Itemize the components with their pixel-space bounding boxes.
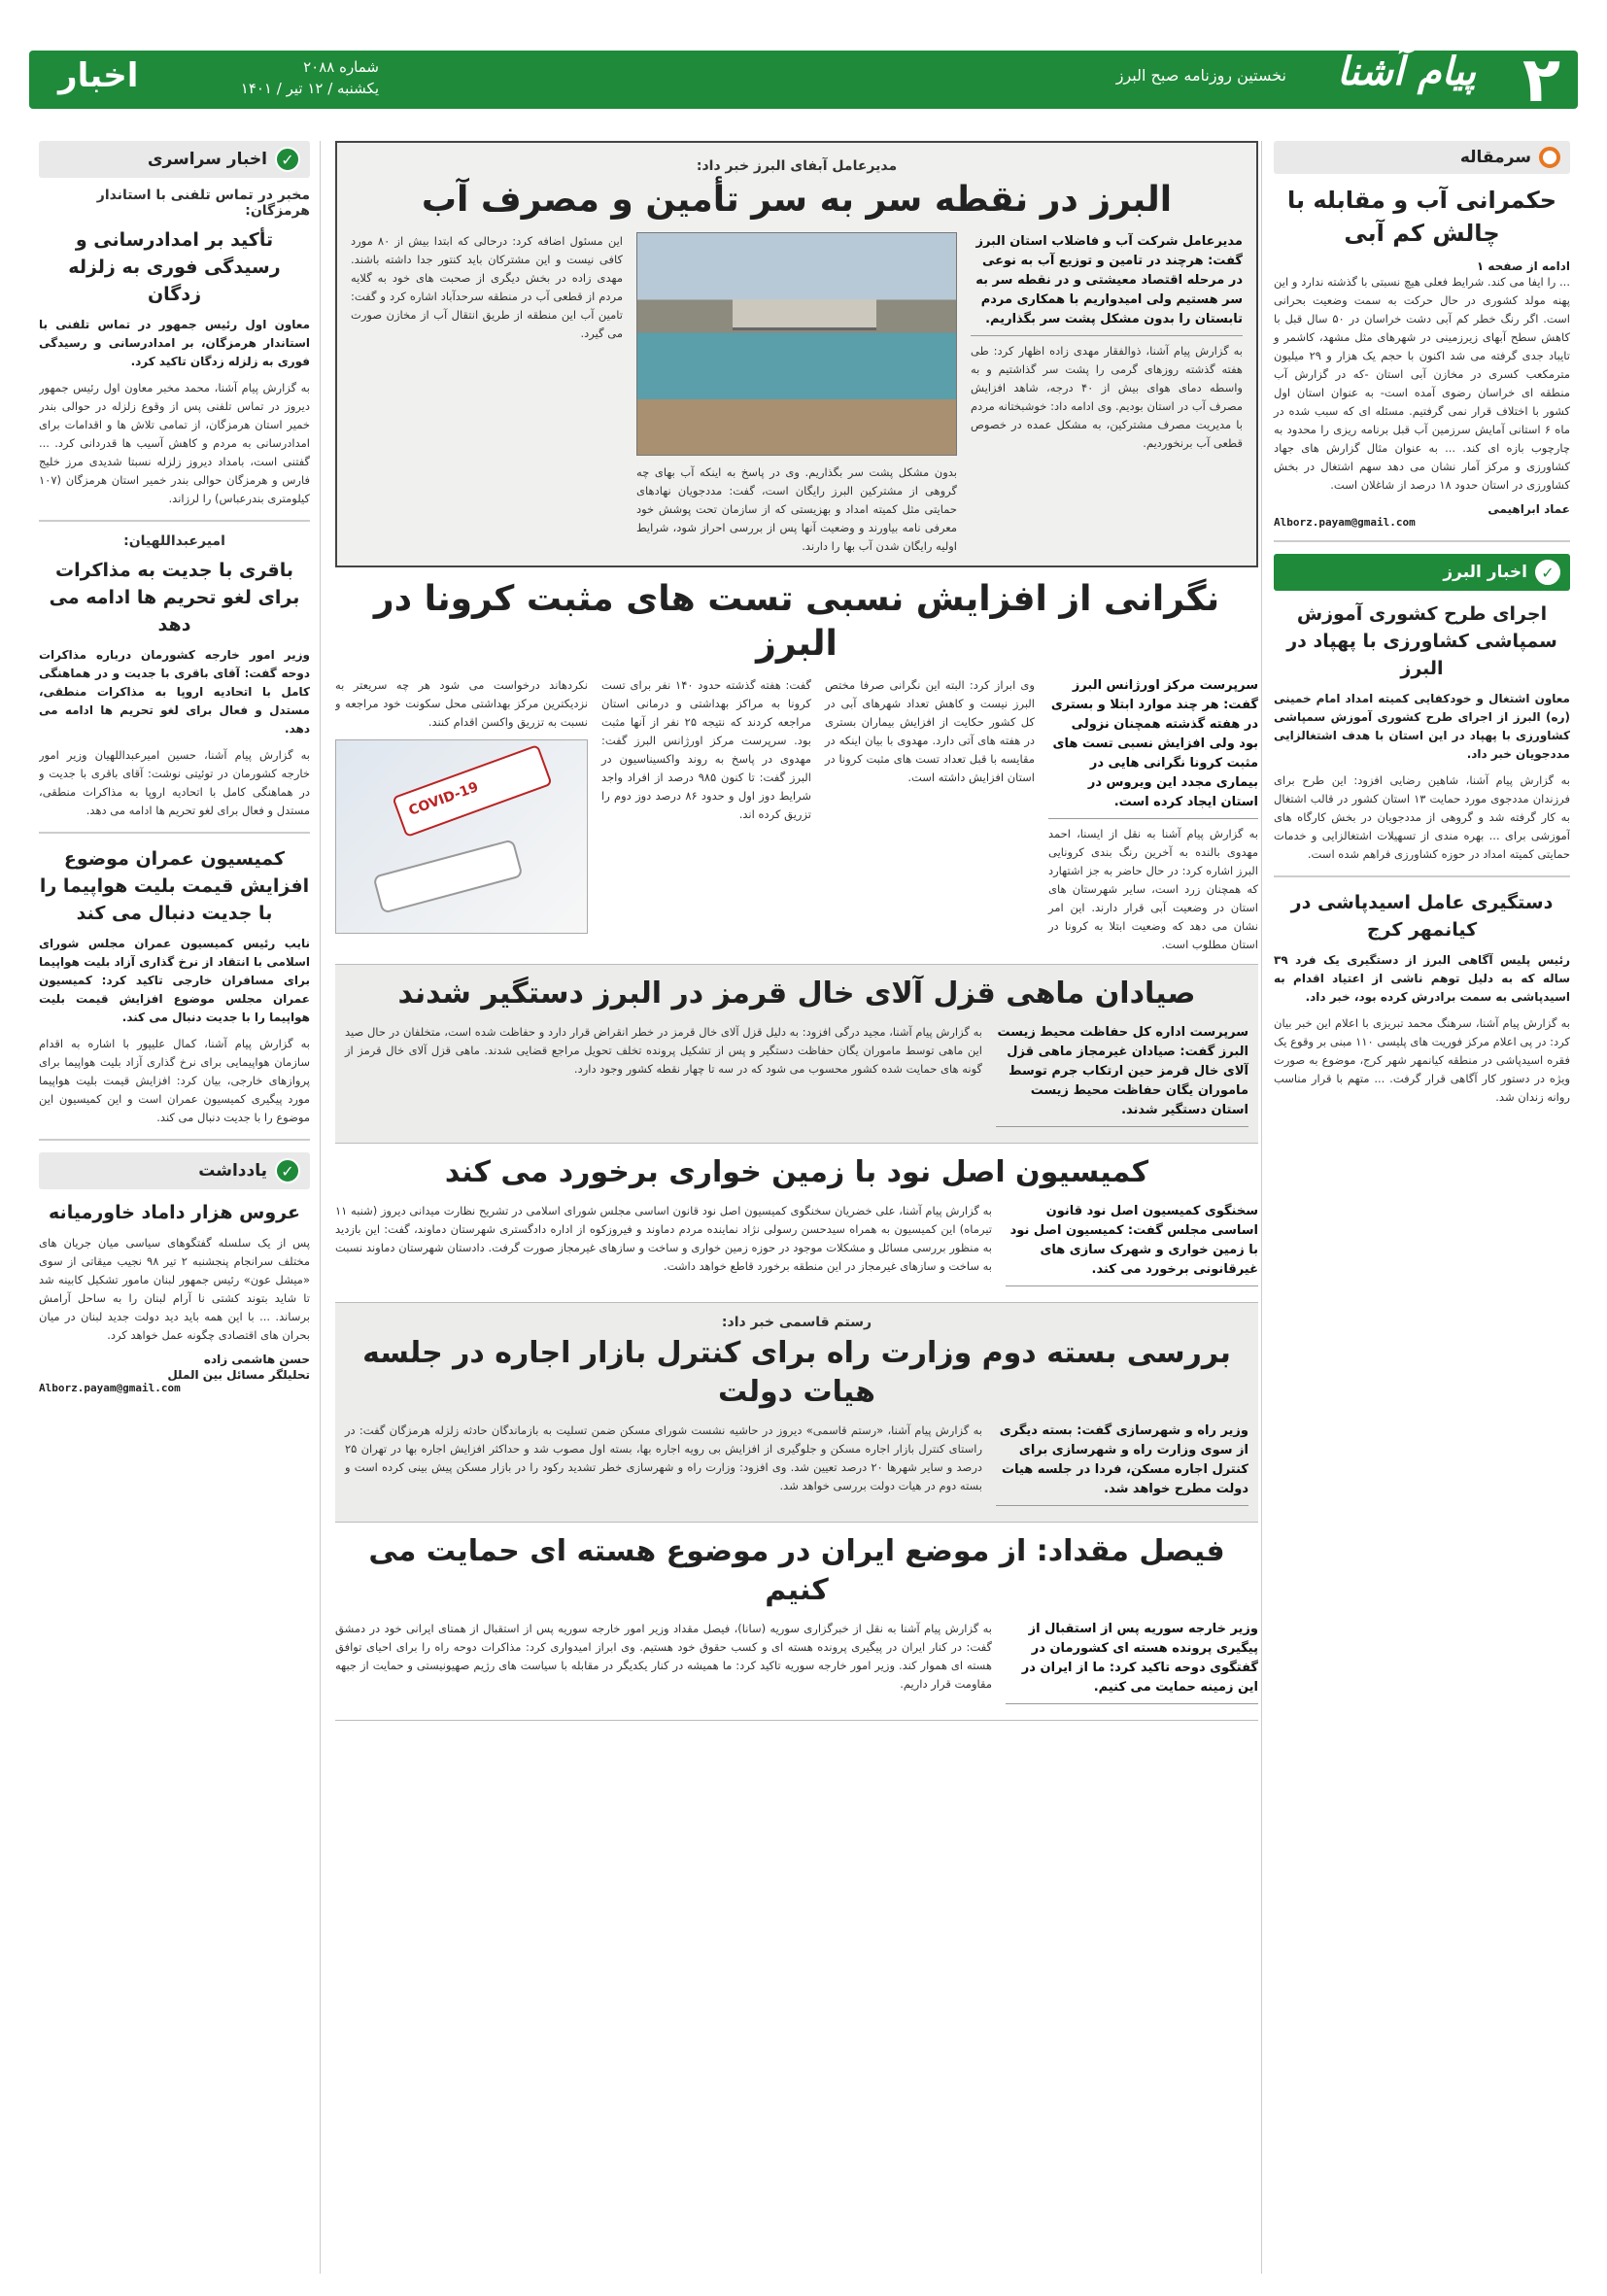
newspaper-logo: پیام آشنا	[1337, 49, 1476, 94]
fish-title: صیادان ماهی قزل آلای خال قرمز در البرز دستگیر شدند	[397, 977, 1196, 1011]
memo-title: عروس هزار داماد خاورمیانه	[49, 1202, 300, 1223]
memo-author: حسن هاشمی زاده	[203, 1353, 310, 1366]
check-icon: ✓	[275, 147, 300, 172]
acid-article-body: به گزارش پیام آشنا، سرهنگ محمد تبریزی با اعلام این خبر بیان کرد: در پی اعلام مرکز فوریت های پلیسی ۱۱۰ مبنی بر وقوع یک فقره اسیدپاشی در منطقه کیانمهر شهر کرج، موضوع به صورت ویژه در دستور کار آگاهی قرار گرفت. ... متهم با قرار مناسب روانه زندان شد.	[1274, 1016, 1570, 1104]
main-articles	[335, 141, 1258, 2274]
rent-article	[335, 1303, 1258, 1523]
drone-article-lead: معاون اشتغال و خودکفایی کمیته امداد امام خمینی (ره) البرز از اجرای طرح کشوری آموزش سمپاشی کشاورزی با پهپاد در این استان با هدف اشتغالزایی مددجویان خبر داد.	[1274, 692, 1570, 761]
fish-article	[335, 965, 1258, 1144]
alborz-news-label: اخبار البرز	[1443, 563, 1527, 582]
drone-article-body: به گزارش پیام آشنا، شاهین رضایی افزود: این طرح برای فرزندان مددجوی مورد حمایت ۱۳ استان کشور در قالب اشتغال به کار گرفته شد و گروهی از مددجویان در بخش کارگاه های آموزشی برای ... بهره مندی از تسهیلات اشتغالزایی و خدمات حمایتی کمیته امداد در حوزه کشاورزی فراهم شده است.	[1274, 773, 1570, 861]
covid-test-photo	[335, 739, 588, 934]
mekdad-lead: وزیر خارجه سوریه پس از استقبال از پیگیری پرونده هسته ای کشورمان در گفتگوی دوحه تاکید کرد: ما از ایران در این زمینه حمایت می کنیم.	[1006, 1620, 1258, 1704]
water-content	[351, 232, 1243, 556]
left-column	[39, 141, 321, 2274]
land-article	[335, 1144, 1258, 1303]
water-body-3: این مسئول اضافه کرد: درحالی که ابتدا بیش از ۸۰ مورد کافی نیست و این مشترکان باید کنتور جدا داشته باشند. مهدی زاده در بخش دیگری از صحبت های خود به گلایه مردم از قطعی آب در منطقه سرحدآباد اشاره کرد و گفت: تامین آب این منطقه از طریق انتقال آب از مخازن صورت می گیرد.	[351, 234, 623, 340]
bagheri-lead: وزیر امور خارجه کشورمان درباره مذاکرات دوحه گفت: آقای باقری با جدیت و در هماهنگی کامل با اتحادیه اروپا به مذاکرات منطقی، مستدل و فعال برای لغو تحریم ها ادامه می دهد.	[39, 648, 310, 736]
water-body-1: به گزارش پیام آشنا، ذوالفقار مهدی زاده اظهار کرد: طی هفته گذشته روزهای گرمی را پشت سر گذاشتیم و به واسطه دمای هوای بیش از ۴۰ درجه، شاهد افزایش مصرف آب در استان بودیم. وی ادامه داد: خوشبختانه مردم با مدیریت مصرف مشترکین، به مشکل عمده در خصوص قطعی آب برنخوردیم.	[971, 344, 1243, 450]
editorial-header	[1274, 141, 1570, 174]
divider	[1274, 875, 1570, 877]
issue-info	[185, 56, 379, 99]
hormozgan-body: به گزارش پیام آشنا، محمد مخبر معاون اول رئیس جمهور دیروز در تماس تلفنی پس از وقوع زلزله در حوالی بندر خمیر استان هرمزگان، از تمامی تلاش ها و اقدامات برای امدادرسانی به مردم و کاهش آسیب ها قدردانی کرد. ... گفتنی است، بامداد دیروز زلزله نسبتا شدیدی مرز خلیج فارس و هرمزگان حوالی بندر خمیر استان هرمزگان (۱۰۷ کیلومتری بندرعباس) را لرزاند.	[39, 381, 310, 505]
mekdad-title: فیصل مقداد: از موضع ایران در موضوع هسته ای حمایت می کنیم	[368, 1534, 1225, 1607]
memo-header	[39, 1152, 310, 1189]
covid-body-2: وی ابراز کرد: البته این نگرانی صرفا مختص البرز نیست و کاهش تعداد شهرهای آبی در کل کشور حکایت از افزایش بیماران بستری در هفته های آتی دارد. مهدوی با بیان اینکه در مقایسه با قبل تعداد تست های مثبت کرونا در استان افزایش داشته است.	[825, 678, 1035, 784]
right-column	[1261, 141, 1570, 2274]
section-title: اخبار	[58, 56, 139, 95]
editorial-email: Alborz.payam@gmail.com	[1274, 516, 1416, 529]
divider	[1274, 540, 1570, 542]
flight-body: به گزارش پیام آشنا، کمال علیپور با اشاره به اقدام سازمان هواپیمایی برای نرخ گذاری آزاد بلیت هواپیما برای پروازهای خارجی، بیان کرد: افزایش قیمت بلیت هواپیما مورد پیگیری کمیسیون عمران است و این کمیسیون این موضوع را با جدیت دنبال می کند.	[39, 1037, 310, 1124]
land-body: به گزارش پیام آشنا، علی خضریان سخنگوی کمیسیون اصل نود قانون اساسی مجلس شورای اسلامی در تشریح نظارت میدانی دیروز (شنبه ۱۱ تیرماه) این کمیسیون به همراه سیدحسن رسولی نژاد نماینده مردم دماوند و فیروزکوه از اداره دادگستری شهرستان دماوند، گفت: این بازدید به منظور بررسی مسائل و مشکلات موجود در حوزه زمین خواری و ساخت و سازهای غیرمجاز صورت گرفت. دادستان شهرستان دماوند نسبت به ساخت و سازهای غیرمجاز در این منطقه برخورد قاطع خواهد داشت.	[335, 1204, 992, 1273]
memo-role: تحلیلگر مسائل بین الملل	[167, 1368, 310, 1382]
covid-lead: سرپرست مرکز اورژانس البرز گفت: هر چند موارد ابتلا و بستری در هفته گذشته همچنان نزولی بود ولی افزایش نسبی تست های مثبت کرونا نگرانی هایی در بیماری مجدد این ویروس در استان ایجاد کرده است.	[1048, 676, 1258, 819]
covid-body-4: نکردهاند درخواست می شود هر چه سریعتر به نزدیکترین مرکز بهداشتی محل سکونت خود مراجعه و نسبت به تزریق واکسن اقدام کنند.	[335, 678, 588, 729]
bagheri-kicker: امیرعبداللهیان:	[123, 533, 225, 549]
editorial-body: ... را ایفا می کند. شرایط فعلی هیچ نسبتی با گذشته ندارد و این پهنه مولد کشوری در حال حرکت به سمت وضعیت بحرانی است. اگر رنگ خطر کم آبی دشت خراسان در ۵۰ سال قبل با کاهش سطح آبهای زیرزمینی در شهرهای مثل مشهد، کاشمر و تایباد جدی گرفته می شد اکنون با حجم یک هزار و ۲۹ میلیون مترمکعب کسری در مخازن آبی استان -که در گزارش آب منطقه ای خراسان رضوی آمده است- به عنوان استان اول کشور با اختلاف قرار نمی گرفتیم. مسئله ای که سبب شده در ماه ۶ استانی آمایش سرزمین آب قبل برنامه ریزی را محدود به چارچوب بازه ای کند. ... به عنوان مثال گزارش های جهاد کشاورزی و مرکز آمار نشان می دهد سهم اشتغال در بخش کشاورزی در استان حدود ۱۸ درصد از شاغلان است.	[1274, 275, 1570, 492]
flight-title: کمیسیون عمران موضوع افزایش قیمت بلیت هواپیما را با جدیت دنبال می کند	[39, 848, 310, 924]
issue-date: یکشنبه / ۱۲ تیر / ۱۴۰۱	[240, 80, 379, 97]
rent-title: بررسی بسته دوم وزارت راه برای کنترل بازار اجاره در جلسه هیات دولت	[362, 1336, 1231, 1409]
memo-body: پس از یک سلسله گفتگوهای سیاسی میان جریان های مختلف سرانجام پنجشنبه ۲ تیر ۹۸ نجیب میقاتی از سوی «میشل عون» رئیس جمهور لبنان مامور تشکیل کابینه شد تا شاید بتوند کشتی نا آرام لبنان را به ساحل آرامش برساند. ... با این همه باید دید دولت جدید لبنان در میان بحران های اقتصادی چگونه عمل خواهد کرد.	[39, 1236, 310, 1342]
target-icon	[1539, 147, 1560, 168]
water-article	[335, 141, 1258, 567]
masthead	[0, 0, 1607, 136]
land-lead: سخنگوی کمیسیون اصل نود قانون اساسی مجلس گفت: کمیسیون اصل نود با زمین خواری و شهرک سازی های غیرقانونی برخورد می کند.	[1006, 1202, 1258, 1286]
rent-body: به گزارش پیام آشنا، «رستم قاسمی» دیروز در حاشیه نشست شورای مسکن ضمن تسلیت به بازماندگان حادثه زلزله هرمزگان گفت: در راستای کنترل بازار اجاره مسکن و جلوگیری از افزایش بی رویه اجاره بها، بسته اول مصوب شد و حداکثر افزایش اجاره بها در تهران ۲۵ درصد و سایر شهرها ۲۰ درصد تعیین شد. وی افزود: وزارت راه و شهرسازی خطر تشدید رکود را در بازار مسکن پیش بینی کرده است و بسته دوم در هیات دولت بررسی خواهد شد.	[345, 1423, 982, 1492]
check-icon: ✓	[275, 1158, 300, 1183]
water-lead: مدیرعامل شرکت آب و فاضلاب استان البرز گفت: هرچند در تامین و توزیع آب به نوعی در مرحله اقتصاد معیشتی و در نقطه سر به سر هستیم ولی امیدواریم با همکاری مردم تابستان را بدون مشکل پشت سر بگذاریم.	[971, 232, 1243, 336]
covid-body-1: به گزارش پیام آشنا به نقل از ایسنا، احمد مهدوی بالنده به آخرین رنگ بندی کرونایی البرز اشاره کرد: در حال حاضر به جز اشتهارد که همچنان زرد است، سایر شهرستان های استان در وضعیت آبی قرار دارند. این امر نشان می دهد که وضعیت ابتلا به کرونا در استان مطلوب است.	[1048, 827, 1258, 951]
covid-tube-label: COVID-19	[406, 779, 481, 819]
bagheri-body: به گزارش پیام آشنا، حسین امیرعبداللهیان وزیر امور خارجه کشورمان در توئیتی نوشت: آقای باقری با جدیت و در هماهنگی کامل با اتحادیه اروپا به مذاکرات منطقی، مستدل و فعال برای لغو تحریم ها ادامه می دهد.	[39, 748, 310, 817]
land-title: کمیسیون اصل نود با زمین خواری برخورد می کند	[444, 1155, 1149, 1189]
water-body-2: بدون مشکل پشت سر بگذاریم. وی در پاسخ به اینکه آب بهای چه گروهی از مشترکین البرز رایگان است، گفت: مددجویان نهادهای حمایتی مثل کمیته امداد و بهزیستی که از سازمان تحت پوشش خود معرفی نامه بیاورند و وضعیت آنها پس از بررسی احراز شود، شرایط اولیه رایگان شدن آب بها را دارند.	[636, 465, 957, 553]
editorial-author: عماد ابراهیمی	[1487, 502, 1570, 516]
national-news-header	[39, 141, 310, 178]
flight-lead: نایب رئیس کمیسیون عمران مجلس شورای اسلامی با انتقاد از نرخ گذاری آزاد بلیت هواپیما برای مسافران خارجی تاکید کرد: کمیسیون عمران مجلس موضوع افزایش قیمت بلیت هواپیما را با جدیت دنبال می کند.	[39, 937, 310, 1024]
mekdad-body: به گزارش پیام آشنا به نقل از خبرگزاری سوریه (سانا)، فیصل مقداد وزیر امور خارجه سوریه پس از استقبال از همتای ایرانی خود در دمشق گفت: در کنار ایران در پیگیری پرونده هسته ای و کسب حقوق خود هستیم. وی ابراز امیدواری کرد: مذاکرات دوحه راه را برای احیای توافق هسته ای هموار کند. وزیر امور خارجه سوریه تاکید کرد: ما همیشه در کنار یکدیگر در مقابله با سیاست های رژیم صهیونیستی و حمایت از جبهه مقاومت قرار داریم.	[335, 1622, 992, 1691]
editorial-continued: ادامه از صفحه ۱	[1476, 259, 1570, 273]
covid-body-3: گفت: هفته گذشته حدود ۱۴۰ نفر برای تست کرونا به مراکز بهداشتی و درمانی استان مراجعه کردند که نتیجه ۲۵ نفر از آنها مثبت بود. سرپرست مرکز اورژانس البرز گفت: مهدوی در پاسخ به روند واکسیناسیون در البرز گفت: تا کنون ۹۸۵ درصد از افراد واجد شرایط دوز اول و حدود ۸۶ درصد دوز دوم را تزریق کرده اند.	[601, 678, 811, 821]
editorial-label: سرمقاله	[1459, 148, 1531, 167]
memo-email: Alborz.payam@gmail.com	[39, 1382, 181, 1394]
page-number: ۲	[1522, 45, 1560, 117]
rent-kicker: رستم قاسمی خبر داد:	[721, 1315, 872, 1330]
national-news-label: اخبار سراسری	[147, 150, 267, 169]
divider	[39, 520, 310, 522]
covid-title: نگرانی از افزایش نسبی تست های مثبت کرونا در البرز	[373, 579, 1220, 664]
alborz-news-header	[1274, 554, 1570, 591]
rent-lead: وزیر راه و شهرسازی گفت: بسته دیگری از سوی وزارت راه و شهرسازی برای کنترل اجاره مسکن، فردا در جلسه هیات دولت مطرح خواهد شد.	[996, 1422, 1248, 1506]
hormozgan-kicker: مخبر در تماس تلفنی با استاندار هرمزگان:	[96, 188, 310, 219]
water-kicker: مدیرعامل آبفای البرز خبر داد:	[696, 158, 898, 174]
hormozgan-lead: معاون اول رئیس جمهور در تماس تلفنی با استاندار هرمزگان، بر امدادرسانی و رسیدگی فوری به زلزله زدگان تاکید کرد.	[39, 318, 310, 368]
memo-label: یادداشت	[198, 1161, 267, 1181]
divider	[39, 832, 310, 834]
dam-photo	[636, 232, 957, 456]
bagheri-title: باقری با جدیت به مذاکرات برای لغو تحریم ها ادامه می دهد	[49, 560, 300, 635]
hormozgan-title: تأکید بر امدادرسانی و رسیدگی فوری به زلزله زدگان	[68, 229, 281, 305]
editorial-title: حکمرانی آب و مقابله با چالش کم آبی	[1286, 187, 1556, 247]
tagline: نخستین روزنامه صبح البرز	[1115, 66, 1286, 85]
acid-article-lead: رئیس پلیس آگاهی البرز از دستگیری یک فرد ۳۹ ساله که به دلیل توهم ناشی از اعتیاد اقدام به اسیدپاشی به سمت برادرش کرده بود، خبر داد.	[1274, 953, 1570, 1004]
covid-article	[335, 567, 1258, 965]
fish-lead: سرپرست اداره کل حفاظت محیط زیست البرز گفت: صیادان غیرمجاز ماهی قزل آلای خال قرمز حین ارتکاب جرم توسط ماموران یگان حفاظت محیط زیست استان دستگیر شدند.	[996, 1023, 1248, 1127]
check-icon: ✓	[1535, 560, 1560, 585]
water-title: البرز در نقطه سر به سر تأمین و مصرف آب	[421, 180, 1173, 220]
issue-number: شماره ۲۰۸۸	[303, 58, 379, 76]
divider	[39, 1139, 310, 1141]
fish-body: به گزارش پیام آشنا، مجید درگی افزود: به دلیل قزل آلای خال قرمز در خطر انقراض قرار دارد و حفاظت شده است، متخلفان در حال صید این ماهی توسط ماموران یگان حفاظت دستگیر و پس از تشکیل پرونده تخلف تحویل مراجع قضایی شدند. ماهی قزل آلای خال قرمز از گونه های حمایت شده کشور محسوب می شود که در سه تا چهار نقطه کشور وجود دارد.	[345, 1025, 982, 1076]
drone-article-title: اجرای طرح کشوری آموزش سمپاشی کشاورزی با پهپاد در البرز	[1286, 603, 1557, 679]
mekdad-article	[335, 1523, 1258, 1721]
acid-article-title: دستگیری عامل اسیدپاشی در کیانمهر کرج	[1290, 892, 1554, 941]
